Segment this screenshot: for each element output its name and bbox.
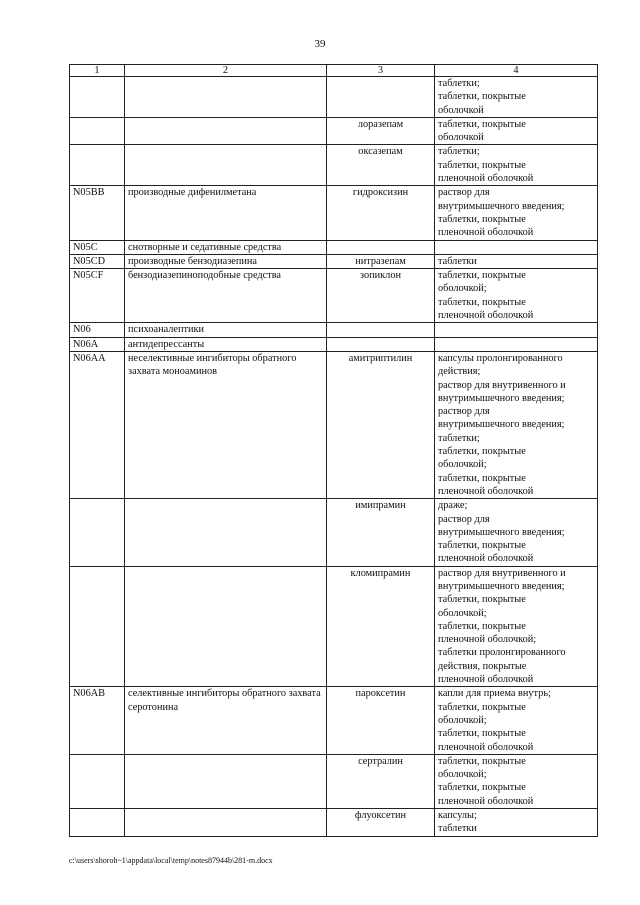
dosage-form-line: раствор для (438, 406, 490, 418)
drug-name-cell: лоразепам (327, 117, 435, 145)
dosage-form-line: таблетки, покрытые (438, 540, 526, 552)
group-name-cell: производные дифенилметана (125, 186, 327, 240)
group-name-cell (125, 809, 327, 837)
group-name-cell: снотворные и седативные средства (125, 240, 327, 254)
dosage-form-line: таблетки, покрытые (438, 594, 526, 606)
dosage-form-line: оболочкой; (438, 714, 487, 726)
table-row (70, 809, 598, 837)
group-name-cell: неселективные ингибиторы обратного захвата моноаминов (125, 351, 327, 498)
dosage-form-line: капсулы пролонгированного (438, 352, 563, 364)
dosage-form-line: таблетки; (438, 432, 480, 444)
dosage-form-line: драже; (438, 500, 468, 512)
drug-name-cell: пароксетин (327, 687, 435, 754)
table-row (70, 323, 598, 337)
table-row (70, 77, 598, 118)
dosage-form-line: таблетки, покрытые (438, 755, 526, 767)
dosage-form-line: пленочной оболочкой (438, 674, 534, 686)
atc-code-cell: N05CF (70, 269, 125, 323)
dosage-form-line: таблетки (438, 823, 477, 835)
header-row (70, 65, 598, 77)
dosage-forms-cell (435, 687, 598, 754)
dosage-form-line: оболочкой (438, 132, 484, 144)
dosage-form-line: действия, покрытые (438, 660, 527, 672)
dosage-forms-cell (435, 117, 598, 145)
dosage-form-line: раствор для (438, 187, 490, 199)
drug-name-cell: оксазепам (327, 145, 435, 186)
atc-code-cell (70, 117, 125, 145)
table-row (70, 351, 598, 498)
column-header-3: 3 (327, 65, 435, 77)
dosage-form-line: таблетки, покрытые (438, 728, 526, 740)
dosage-form-line: таблетки пролонгированного (438, 647, 566, 659)
group-name-cell (125, 117, 327, 145)
table-row (70, 240, 598, 254)
dosage-form-line: внутримышечного введения; (438, 392, 565, 404)
atc-code-cell (70, 145, 125, 186)
drug-name-cell: сертралин (327, 754, 435, 808)
footer-file-path: c:\users\shoroh~1\appdata\local\temp\notes87944b\281-m.docx (69, 856, 273, 865)
drug-name-cell: нитразепам (327, 254, 435, 268)
drug-name-cell: имипрамин (327, 499, 435, 566)
dosage-form-line: таблетки, покрытые (438, 118, 526, 130)
dosage-form-line: раствор для внутривенного и (438, 379, 566, 391)
dosage-form-line: таблетки, покрытые (438, 270, 526, 282)
dosage-form-line: внутримышечного введения; (438, 419, 565, 431)
drug-name-cell: гидроксизин (327, 186, 435, 240)
atc-code-cell (70, 566, 125, 687)
group-name-cell (125, 499, 327, 566)
atc-code-cell (70, 77, 125, 118)
atc-code-cell: N06AB (70, 687, 125, 754)
dosage-form-line: таблетки; (438, 146, 480, 158)
dosage-form-line: пленочной оболочкой (438, 795, 534, 807)
page-number: 39 (314, 38, 326, 50)
dosage-form-line: оболочкой (438, 104, 484, 116)
atc-code-cell: N06 (70, 323, 125, 337)
dosage-form-line: таблетки, покрытые (438, 620, 526, 632)
drug-name-cell (327, 240, 435, 254)
dosage-forms-cell (435, 186, 598, 240)
dosage-form-line: таблетки, покрытые (438, 213, 526, 225)
table-row (70, 499, 598, 566)
atc-code-cell (70, 754, 125, 808)
table-row (70, 117, 598, 145)
drug-name-cell: амитриптилин (327, 351, 435, 498)
group-name-cell (125, 145, 327, 186)
group-name-cell (125, 566, 327, 687)
dosage-form-line: капли для приема внутрь; (438, 688, 551, 700)
group-name-cell: производные бензодиазепина (125, 254, 327, 268)
dosage-forms-cell (435, 77, 598, 118)
dosage-form-line: таблетки, покрытые (438, 159, 526, 171)
dosage-form-line: действия; (438, 366, 481, 378)
dosage-form-line: таблетки, покрытые (438, 446, 526, 458)
group-name-cell (125, 77, 327, 118)
group-name-cell: психоаналептики (125, 323, 327, 337)
table-row (70, 337, 598, 351)
dosage-form-line: пленочной оболочкой (438, 553, 534, 565)
dosage-form-line: пленочной оболочкой (438, 485, 534, 497)
dosage-form-line: пленочной оболочкой (438, 227, 534, 239)
dosage-form-line: таблетки, покрытые (438, 91, 526, 103)
dosage-forms-cell (435, 499, 598, 566)
dosage-forms-cell (435, 240, 598, 254)
dosage-form-line: таблетки, покрытые (438, 296, 526, 308)
dosage-forms-cell (435, 351, 598, 498)
table-row (70, 254, 598, 268)
group-name-cell (125, 754, 327, 808)
table-row (70, 145, 598, 186)
dosage-forms-cell (435, 254, 598, 268)
dosage-form-line: пленочной оболочкой (438, 310, 534, 322)
dosage-forms-cell (435, 145, 598, 186)
drug-name-cell (327, 77, 435, 118)
group-name-cell: селективные ингибиторы обратного захвата серотонина (125, 687, 327, 754)
dosage-forms-cell (435, 566, 598, 687)
drug-name-cell: флуоксетин (327, 809, 435, 837)
atc-code-cell: N05C (70, 240, 125, 254)
atc-code-cell: N06A (70, 337, 125, 351)
dosage-form-line: пленочной оболочкой (438, 173, 534, 185)
atc-code-cell (70, 809, 125, 837)
dosage-form-line: таблетки (438, 255, 477, 267)
dosage-forms-cell (435, 809, 598, 837)
dosage-form-line: внутримышечного введения; (438, 526, 565, 538)
table-row (70, 754, 598, 808)
dosage-form-line: раствор для (438, 513, 490, 525)
group-name-cell: бензодиазепиноподобные средства (125, 269, 327, 323)
dosage-form-line: оболочкой; (438, 459, 487, 471)
dosage-form-line: пленочной оболочкой; (438, 634, 537, 646)
drug-name-cell (327, 323, 435, 337)
dosage-forms-cell (435, 754, 598, 808)
dosage-form-line: оболочкой; (438, 769, 487, 781)
dosage-form-line: оболочкой; (438, 283, 487, 295)
dosage-form-line: таблетки, покрытые (438, 701, 526, 713)
atc-code-cell: N05BB (70, 186, 125, 240)
column-header-1: 1 (70, 65, 125, 77)
dosage-form-line: таблетки; (438, 78, 480, 89)
atc-code-cell: N06AA (70, 351, 125, 498)
atc-code-cell: N05CD (70, 254, 125, 268)
dosage-form-line: пленочной оболочкой (438, 741, 534, 753)
table-row (70, 269, 598, 323)
dosage-forms-cell (435, 323, 598, 337)
dosage-forms-cell (435, 269, 598, 323)
table-row (70, 566, 598, 687)
table-body (70, 77, 598, 837)
medication-table (69, 64, 598, 837)
group-name-cell: антидепрессанты (125, 337, 327, 351)
dosage-form-line: внутримышечного введения; (438, 580, 565, 592)
dosage-form-line: внутримышечного введения; (438, 200, 565, 212)
drug-name-cell: зопиклон (327, 269, 435, 323)
drug-name-cell: кломипрамин (327, 566, 435, 687)
dosage-form-line: раствор для внутривенного и (438, 567, 566, 579)
atc-code-cell (70, 499, 125, 566)
drug-name-cell (327, 337, 435, 351)
table-row (70, 687, 598, 754)
dosage-form-line: капсулы; (438, 810, 477, 822)
dosage-form-line: таблетки, покрытые (438, 782, 526, 794)
column-header-4: 4 (435, 65, 598, 77)
dosage-form-line: таблетки, покрытые (438, 472, 526, 484)
table-row (70, 186, 598, 240)
column-header-2: 2 (125, 65, 327, 77)
dosage-forms-cell (435, 337, 598, 351)
dosage-form-line: оболочкой; (438, 607, 487, 619)
